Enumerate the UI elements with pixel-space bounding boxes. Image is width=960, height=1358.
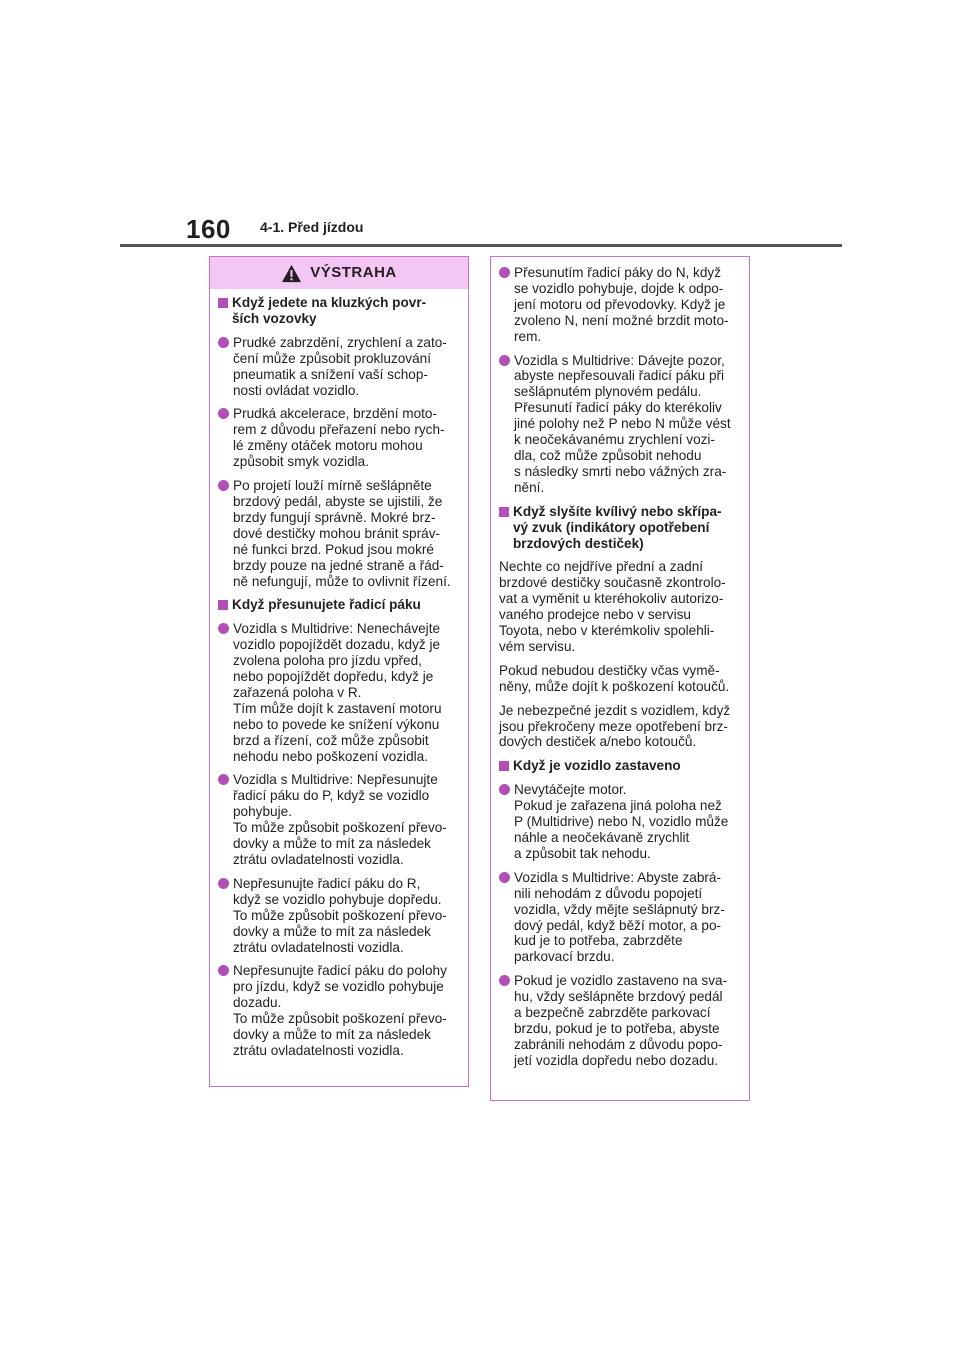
heading-text: Když jedete na kluzkých povr- ších vozovky [232, 295, 427, 326]
section-heading [218, 597, 460, 613]
header-divider [120, 244, 842, 247]
bullet-dot-icon [499, 975, 510, 986]
list-item-text: Vozidla s Multidrive: Abyste zabrá- nili nehodám z důvodu popojetí vozidla, vždy mějte sešlápnutý brz- dový pedál, když běží motor, a po- kud je to potřeba, zabrzděte parkovací brzdu. [514, 869, 725, 965]
warning-continuation-box [490, 256, 750, 1101]
bullet-dot-icon [218, 965, 229, 976]
list-item-text: Nevytáčejte motor. Pokud je zařazena jiná poloha než P (Multidrive) nebo N, vozidlo může náhle a neočekávaně zrychlit a způsobit tak nehodu. [514, 782, 729, 861]
section-heading [218, 295, 460, 327]
heading-text: Když je vozidlo zastaveno [513, 758, 681, 774]
bullet-dot-icon [499, 355, 510, 366]
square-bullet-icon [218, 298, 228, 308]
list-item [499, 973, 741, 1068]
paragraph: Je nebezpečné jezdit s vozidlem, když jsou překročeny meze opotřebení brz- dových destiček a/nebo kotoučů. [499, 702, 731, 750]
list-item-text: Nepřesunujte řadicí páku do polohy pro jízdu, když se vozidlo pohybuje dozadu. To může způsobit poškození převo- dovky a může to mít za následek ztrátu ovladatelnosti vozidla. [233, 963, 447, 1058]
square-bullet-icon [499, 761, 509, 771]
heading-text: Když přesunujete řadicí páku [232, 597, 421, 613]
paragraph: Pokud nebudou destičky včas vymě- něny, může dojít k poškození kotoučů. [499, 662, 730, 694]
bullet-dot-icon [218, 878, 229, 889]
heading-text: Když slyšíte kvílivý nebo skřípa- vý zvuk (indikátory opotřebení brzdových destiček) [513, 503, 722, 551]
page-number: 160 [186, 214, 231, 244]
list-item [499, 870, 741, 965]
list-item [499, 782, 741, 862]
bullet-dot-icon [499, 267, 510, 278]
list-item-text: Vozidla s Multidrive: Nenechávejte vozidlo popojíždět dozadu, když je zvolena poloha pro jízdu vpřed, nebo popojíždět dopředu, když je zařazená poloha v R. Tím může dojít k zastavení motoru nebo to povede ke snížení výkonu brzd a řízení, což může způsobit nehodu nebo poškození vozidla. [233, 621, 442, 764]
bullet-dot-icon [218, 337, 229, 348]
bullet-dot-icon [499, 784, 510, 795]
section-heading [499, 504, 741, 552]
list-item [499, 353, 741, 496]
list-item [218, 876, 460, 956]
warning-title: VÝSTRAHA [310, 264, 397, 282]
list-item [218, 621, 460, 764]
list-item-text: Prudká akcelerace, brzdění moto- rem z důvodu přeřazení nebo rych- lé změny otáček motoru mohou způsobit smyk vozidla. [233, 406, 445, 470]
list-item-text: Po projetí louží mírně sešlápněte brzdový pedál, abyste se ujistili, že brzdy fungují správně. Mokré brz- dové destičky mohou bránit správ- né funkci brzd. Pokud jsou mokré brzdy pouze na jedné straně a řád- ně nefungují, může to ovlivnit řízení. [233, 478, 451, 589]
list-item-text: Vozidla s Multidrive: Dávejte pozor, abyste nepřesouvali řadicí páku při sešlápnutém plynovém pedálu. Přesunutí řadicí páky do kterékoliv jiné polohy než P nebo N může vést k neočekávanému zrychlení vozi- dla, což může způsobit nehodu s následky smrti nebo vážných zra- nění. [514, 352, 731, 495]
list-item [218, 772, 460, 867]
section-title: 4-1. Před jízdou [260, 219, 364, 235]
list-item-text: Vozidla s Multidrive: Nepřesunujte řadicí páku do P, když se vozidlo pohybuje. To může způsobit poškození převo- dovky a může to mít za následek ztrátu ovladatelnosti vozidla. [233, 772, 447, 867]
bullet-dot-icon [499, 872, 510, 883]
bullet-dot-icon [218, 480, 229, 491]
list-item [218, 335, 460, 399]
list-item [499, 265, 741, 345]
bullet-dot-icon [218, 774, 229, 785]
list-item-text: Pokud je vozidlo zastaveno na sva- hu, vždy sešlápněte brzdový pedál a bezpečně zabrzděte parkovací brzdu, pokud je to potřeba, abyste zabránili nehodám z důvodu popo- jetí vozidla dopředu nebo dozadu. [514, 973, 728, 1068]
list-item [218, 963, 460, 1058]
bullet-dot-icon [218, 408, 229, 419]
square-bullet-icon [218, 600, 228, 610]
list-item [218, 406, 460, 470]
list-item-text: Přesunutím řadicí páky do N, když se vozidlo pohybuje, dojde k odpo- jení motoru od převodovky. Když je zvoleno N, není možné brzdit moto- rem. [514, 265, 729, 344]
paragraph: Nechte co nejdříve přední a zadní brzdové destičky současně zkontrolo- vat a vyměnit u kteréhokoliv autorizo- vaného prodejce nebo v servisu Toyota, nebo v kterémkoliv spolehli- vém servisu. [499, 559, 726, 654]
square-bullet-icon [499, 507, 509, 517]
warning-header [210, 257, 468, 289]
bullet-dot-icon [218, 623, 229, 634]
warning-triangle-icon [281, 264, 302, 283]
list-item-text: Nepřesunujte řadicí páku do R, když se vozidlo pohybuje dopředu. To může způsobit poškození převo- dovky a může to mít za následek ztrátu ovladatelnosti vozidla. [233, 875, 447, 955]
section-heading [499, 758, 741, 774]
list-item [218, 478, 460, 589]
list-item-text: Prudké zabrzdění, zrychlení a zato- čení může způsobit prokluzování pneumatik a snížení vaší schop- nosti ovládat vozidlo. [233, 334, 447, 398]
warning-box [209, 256, 469, 1087]
